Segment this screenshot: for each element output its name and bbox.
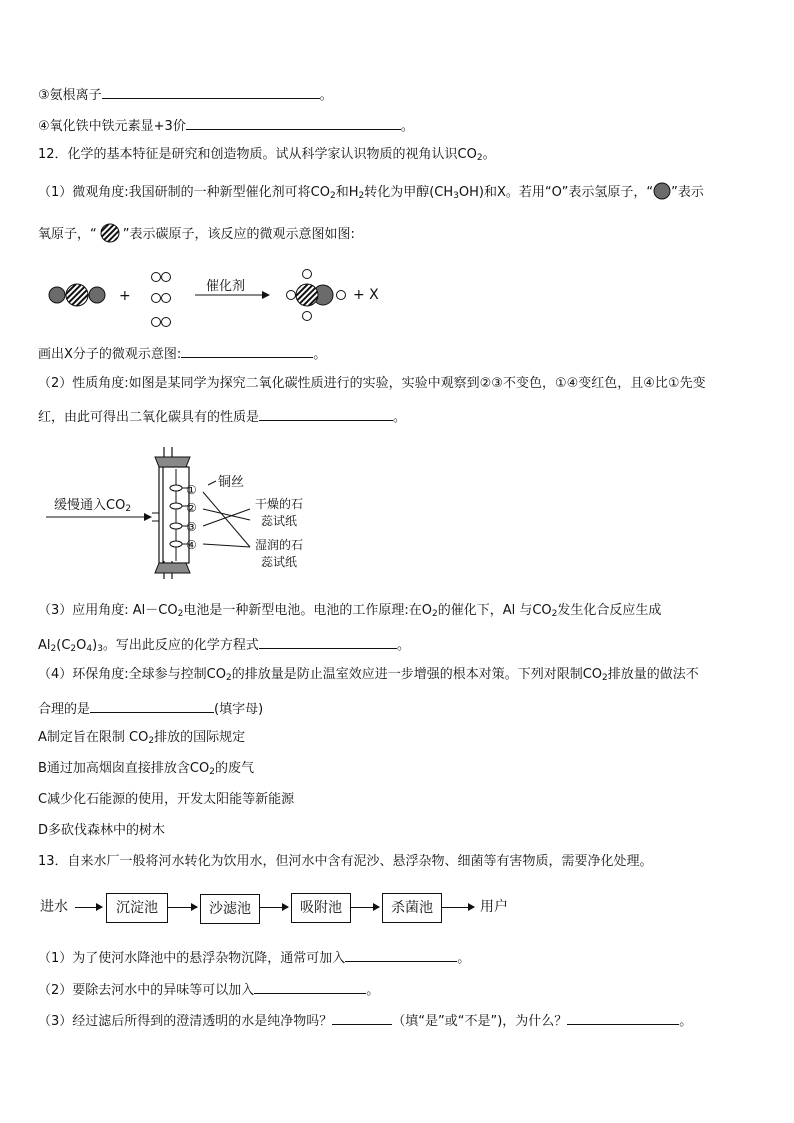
q12-draw-x: 画出X分子的微观示意图: 。 <box>38 343 326 364</box>
q12-part2-line2: 红，由此可得出二氧化碳具有的性质是 。 <box>38 406 406 427</box>
answer-blank[interactable] <box>90 698 214 713</box>
plus-sign: + <box>119 288 131 304</box>
co2-molecule <box>49 284 105 306</box>
q13-part2: （2）要除去河水中的异味等可以加入 。 <box>38 979 379 1000</box>
q12-part2-line1: （2）性质角度:如图是某同学为探究二氧化碳性质进行的实验，实验中观察到②③不变色，①④变红色，且④比①先变 <box>38 376 706 391</box>
q13-part3: （3）经过滤后所得到的澄清透明的水是纯净物吗？ （填“是”或“不是”)，为什么？ 。 <box>38 1010 692 1031</box>
h2-molecules <box>152 273 171 327</box>
inlet-label: 缓慢通入$CO_2$ <box>54 498 132 514</box>
carbon-atom-icon <box>97 223 123 243</box>
q12-part4-line1: （4）环保角度:全球参与控制$CO_2$的排放量是防止温室效应进一步增强的根本对策。下列对限制$CO_2$排放量的做法不 <box>38 667 699 683</box>
flow-arrow <box>442 907 474 908</box>
option-a[interactable]: A制定旨在限制 $CO_2$排放的国际规定 <box>38 730 246 746</box>
dry-paper-label-2: 蕊试纸 <box>261 514 298 528</box>
methanol-molecule <box>287 270 346 321</box>
label-3: ③ <box>186 520 197 534</box>
flow-box-sedimentation: 沉淀池 <box>106 893 168 923</box>
flow-box-sand-filter: 沙滤池 <box>200 894 260 924</box>
flow-box-adsorption: 吸附池 <box>291 893 351 923</box>
flow-arrow <box>168 907 197 908</box>
answer-blank[interactable] <box>181 343 313 358</box>
question-13-title: 13．自来水厂一般将河水转化为饮用水，但河水中含有泥沙、悬浮杂物、细菌等有害物质，需要净化处理。 <box>38 854 653 869</box>
q12-part4-line2: 合理的是 (填字母) <box>38 698 263 719</box>
answer-blank[interactable] <box>567 1010 679 1025</box>
label-4: ④ <box>186 538 197 552</box>
flow-arrow <box>75 907 102 908</box>
option-b[interactable]: B通过加高烟囱直接排放含$CO_2$的废气 <box>38 761 254 777</box>
copper-wire-label: 铜丝 <box>218 475 245 490</box>
option-c[interactable]: C减少化石能源的使用，开发太阳能等新能源 <box>38 792 295 807</box>
flow-arrow <box>260 907 288 908</box>
answer-blank[interactable] <box>345 947 457 962</box>
stoppers <box>155 457 190 573</box>
flow-arrow <box>351 907 379 908</box>
wet-paper-label-1: 湿润的石 <box>255 538 304 552</box>
label-1: ① <box>186 483 197 497</box>
wet-paper-label-2: 蕊试纸 <box>261 555 298 569</box>
option-d[interactable]: D多砍伐森林中的树木 <box>38 823 166 838</box>
q12-part3-line1: （3）应用角度: $Al-CO_2$电池是一种新型电池。电池的工作原理:在$O_2$的催化下，Al 与$CO_2$发生化合反应生成 <box>38 603 662 619</box>
answer-blank[interactable] <box>254 979 366 994</box>
q12-part1-line1: （1）微观角度:我国研制的一种新型催化剂可将$CO_2$和$H_2$转化为甲醇$(CH_3OH)$和X。若用“O”表示氢原子，“ ”表示 <box>38 182 704 202</box>
q12-part1-line2: 氧原子，“ ”表示碳原子，该反应的微观示意图如图: <box>38 223 355 244</box>
answer-blank[interactable] <box>102 84 320 99</box>
q12-part3-line2: $Al_2(C_2O_4)_3$。写出此反应的化学方程式 。 <box>38 634 410 655</box>
flow-box-sterilization: 杀菌池 <box>382 893 442 923</box>
answer-blank[interactable] <box>259 634 397 649</box>
flow-out-label: 用户 <box>480 899 508 915</box>
line-text: ③氨根离子 <box>38 88 102 103</box>
reaction-diagram <box>40 262 400 337</box>
answer-line-3: ③氨根离子 。 <box>38 84 333 105</box>
answer-blank[interactable] <box>332 1010 392 1025</box>
answer-line-4: ④氧化铁中铁元素显+3价 。 <box>38 115 414 136</box>
answer-blank[interactable] <box>259 406 393 421</box>
catalyst-label: 催化剂 <box>206 279 246 294</box>
dry-paper-label-1: 干燥的石 <box>255 497 304 511</box>
oxygen-atom-icon <box>653 182 671 200</box>
answer-blank[interactable] <box>186 115 401 130</box>
question-12-title: 12．化学的基本特征是研究和创造物质。试从科学家认识物质的视角认识$CO_2$。 <box>38 147 496 163</box>
label-2: ② <box>186 501 197 515</box>
plus-x: + X <box>353 287 379 303</box>
q13-part1: （1）为了使河水降池中的悬浮杂物沉降，通常可加入 。 <box>38 947 470 968</box>
flow-in-label: 进水 <box>40 899 68 915</box>
line-text: ④氧化铁中铁元素显+3价 <box>38 119 186 134</box>
